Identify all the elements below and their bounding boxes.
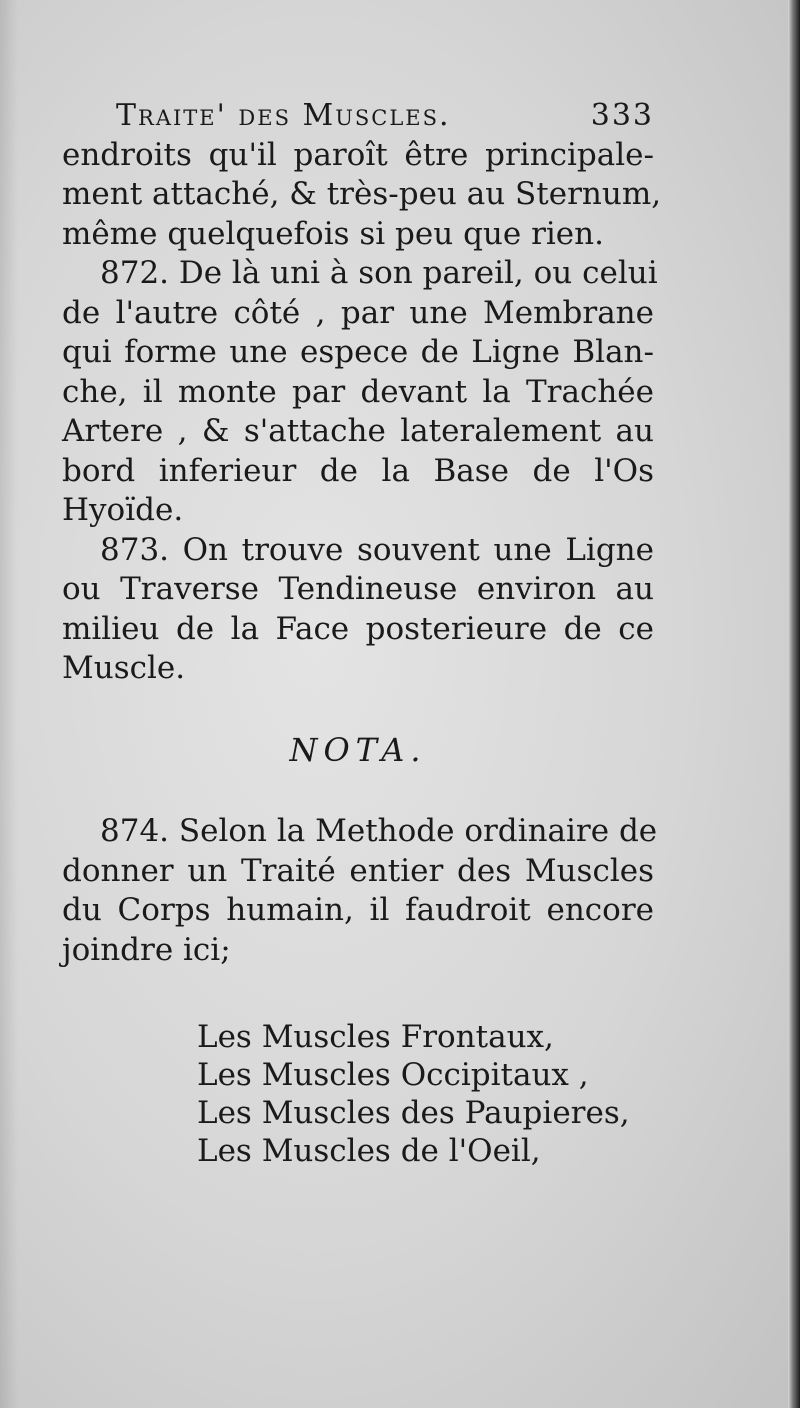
text-line: endroits qu'il paroît être principale- <box>62 136 654 173</box>
paragraph-874 <box>62 812 658 970</box>
text-line: milieu de la Face posterieure de ce <box>62 610 654 647</box>
continuation-paragraph <box>62 136 662 255</box>
paragraph-873 <box>62 531 654 689</box>
running-title: Traite' des Muscles. <box>116 98 451 133</box>
list-item: Les Muscles Frontaux, <box>197 1019 554 1055</box>
text-line: même quelquefois si peu que rien. <box>62 215 604 252</box>
text-line: bord inferieur de la Base de l'Os <box>62 452 654 489</box>
text-line: 874. Selon la Methode ordinaire de <box>100 813 658 849</box>
text-line: ment attaché, & très-peu au Sternum, <box>62 176 662 212</box>
text-line: che, il monte par devant la Trachée <box>62 373 654 410</box>
list-item: Les Muscles Occipitaux , <box>197 1057 589 1093</box>
muscle-list <box>62 1018 654 1170</box>
text-line: joindre ici; <box>62 931 231 968</box>
text-line: Muscle. <box>62 650 186 686</box>
text-line: Hyoïde. <box>62 492 184 528</box>
text-line: 872. De là uni à son pareil, ou celui <box>100 255 658 291</box>
text-line: Artere , & s'attache lateralement au <box>62 413 654 449</box>
section-heading: NOTA. <box>289 730 427 769</box>
text-line: 873. On trouve souvent une Ligne <box>100 531 654 568</box>
paragraph-872 <box>62 254 658 531</box>
text-line: de l'autre côté , par une Membrane <box>62 294 654 331</box>
list-item: Les Muscles des Paupieres, <box>197 1095 630 1131</box>
page-text <box>62 96 662 1170</box>
page-number: 333 <box>590 98 654 133</box>
text-line: donner un Traité entier des Muscles <box>62 852 654 889</box>
list-item: Les Muscles de l'Oeil, <box>197 1133 541 1169</box>
text-line: du Corps humain, il faudroit encore <box>62 892 654 928</box>
text-line: ou Traverse Tendineuse environ au <box>62 571 654 607</box>
running-head <box>62 96 654 136</box>
page-edge-shadow <box>788 0 800 1408</box>
text-line: qui forme une espece de Ligne Blan- <box>62 334 654 370</box>
